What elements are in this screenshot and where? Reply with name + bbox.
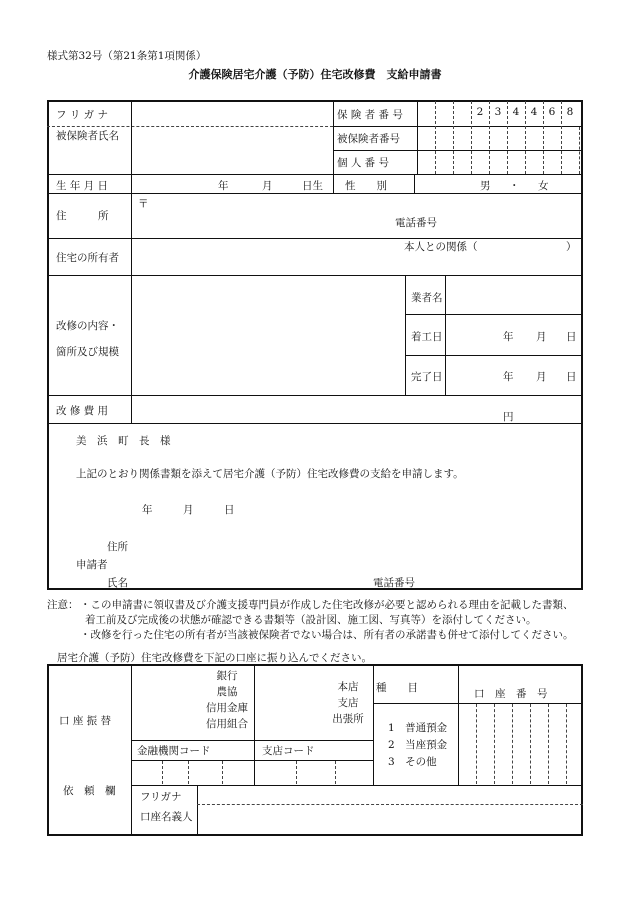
home-owner-label: 住宅の所有者 bbox=[56, 252, 119, 264]
furigana-input[interactable] bbox=[136, 103, 330, 125]
request-column-label: 依 頼 欄 bbox=[63, 785, 116, 797]
renovation-content-input[interactable] bbox=[136, 280, 402, 392]
account-number-label: 口 座 番 号 bbox=[474, 688, 548, 700]
renovation-cost-input[interactable] bbox=[136, 398, 500, 422]
furigana-label: フ リ ガ ナ bbox=[56, 109, 109, 121]
form-number: 様式第32号（第21条第1項関係） bbox=[47, 50, 207, 62]
declaration-statement: 上記のとおり関係書類を添えて居宅介護（予防）住宅改修費の支給を申請します。 bbox=[76, 468, 464, 480]
start-year-unit: 年 bbox=[503, 331, 514, 343]
date-year-unit: 年 bbox=[142, 504, 153, 516]
start-month-unit: 月 bbox=[536, 331, 547, 343]
relation-label: 本人との関係（ bbox=[404, 241, 478, 253]
renovation-content-label: 改修の内容・ bbox=[56, 320, 119, 332]
gender-label: 性 別 bbox=[345, 180, 387, 192]
applicant-address-input[interactable] bbox=[140, 536, 444, 554]
insurer-number-label: 保 険 者 番 号 bbox=[337, 109, 403, 121]
contractor-label: 業者名 bbox=[411, 292, 443, 304]
start-day-unit: 日 bbox=[566, 331, 577, 343]
institution-agri[interactable]: 農協 bbox=[216, 686, 238, 698]
insurer-digit: 4 bbox=[512, 106, 520, 118]
renovation-cost-label: 改 修 費 用 bbox=[56, 405, 109, 417]
applicant-label: 申請者 bbox=[76, 559, 108, 571]
note-line-3: ・改修を行った住宅の所有者が当該被保険者でない場合は、所有者の承諾書も併せて添付してください。 bbox=[80, 629, 574, 641]
addressee: 美 浜 町 長 様 bbox=[76, 435, 171, 447]
address-input[interactable] bbox=[152, 196, 386, 236]
gender-female-option[interactable]: 女 bbox=[538, 180, 549, 192]
notes-prefix: 注意： bbox=[47, 599, 79, 611]
branch-sub[interactable]: 出張所 bbox=[332, 713, 364, 725]
postal-mark: 〒 bbox=[138, 198, 149, 210]
yen-unit: 円 bbox=[503, 411, 514, 423]
end-day-unit: 日 bbox=[566, 371, 577, 383]
insured-name-label: 被保険者氏名 bbox=[56, 130, 119, 142]
bank-intro: 居宅介護（予防）住宅改修費を下記の口座に振り込んでください。 bbox=[57, 652, 372, 664]
account-type-current[interactable]: 2 当座預金 bbox=[388, 739, 448, 751]
end-year-unit: 年 bbox=[503, 371, 514, 383]
branch-code-label: 支店コード bbox=[262, 745, 315, 757]
branch-branch[interactable]: 支店 bbox=[337, 697, 359, 709]
birth-year-unit: 年 bbox=[218, 180, 229, 192]
branch-main[interactable]: 本店 bbox=[337, 681, 359, 693]
page-title: 介護保険居宅介護（予防）住宅改修費 支給申請書 bbox=[188, 68, 442, 81]
birth-date-label: 生 年 月 日 bbox=[56, 180, 109, 192]
birth-month-unit: 月 bbox=[262, 180, 273, 192]
gender-separator: ・ bbox=[509, 180, 520, 192]
address-phone-label: 電話番号 bbox=[395, 217, 437, 229]
holder-furigana-label: フリガナ bbox=[140, 791, 182, 803]
completion-date-label: 完了日 bbox=[411, 371, 443, 383]
applicant-name-label: 氏名 bbox=[107, 577, 128, 589]
date-month-unit: 月 bbox=[183, 504, 194, 516]
institution-name-input[interactable] bbox=[136, 670, 200, 736]
date-day-unit: 日 bbox=[224, 504, 235, 516]
insurer-digit: 2 bbox=[476, 106, 484, 118]
insured-number-label: 被保険者番号 bbox=[337, 133, 400, 145]
institution-bank[interactable]: 銀行 bbox=[216, 670, 238, 682]
birth-day-unit: 日生 bbox=[302, 180, 323, 192]
holder-name-label: 口座名義人 bbox=[140, 811, 193, 823]
start-date-label: 着工日 bbox=[411, 331, 443, 343]
institution-credit-bank[interactable]: 信用金庫 bbox=[206, 702, 248, 714]
holder-name-input[interactable] bbox=[202, 808, 576, 834]
end-month-unit: 月 bbox=[536, 371, 547, 383]
institution-code-label: 金融機関コード bbox=[137, 745, 211, 757]
holder-furigana-input[interactable] bbox=[202, 787, 576, 804]
personal-number-label: 個 人 番 号 bbox=[337, 157, 390, 169]
account-type-label: 種 目 bbox=[376, 682, 418, 694]
relation-close: ） bbox=[566, 241, 577, 253]
account-type-ordinary[interactable]: 1 普通預金 bbox=[388, 722, 448, 734]
applicant-name-input[interactable] bbox=[140, 572, 364, 590]
address-label: 住 所 bbox=[56, 210, 109, 222]
institution-credit-union[interactable]: 信用組合 bbox=[206, 718, 248, 730]
insurer-digit: 4 bbox=[530, 106, 538, 118]
renovation-scope-label: 箇所及び規模 bbox=[56, 346, 119, 358]
account-transfer-label: 口 座 振 替 bbox=[59, 715, 112, 727]
insured-name-input[interactable] bbox=[136, 130, 330, 172]
insurer-digit: 8 bbox=[566, 106, 574, 118]
applicant-address-label: 住所 bbox=[107, 541, 128, 553]
note-line-2: 着工前及び完成後の状態が確認できる書類等（設計図、施工図、写真等）を添付してください。 bbox=[85, 614, 537, 626]
account-type-other[interactable]: 3 その他 bbox=[388, 756, 437, 768]
insurer-digit: 3 bbox=[494, 106, 502, 118]
home-owner-input[interactable] bbox=[136, 254, 400, 274]
contractor-input[interactable] bbox=[450, 280, 582, 312]
insurer-digit: 6 bbox=[548, 106, 556, 118]
gender-male-option[interactable]: 男 bbox=[480, 180, 491, 192]
note-line-1: ・この申請書に領収書及び介護支援専門員が作成した住宅改修が必要と認められる理由を記載した書類、 bbox=[80, 599, 574, 611]
branch-name-input[interactable] bbox=[258, 670, 326, 736]
applicant-phone-label: 電話番号 bbox=[373, 577, 415, 589]
